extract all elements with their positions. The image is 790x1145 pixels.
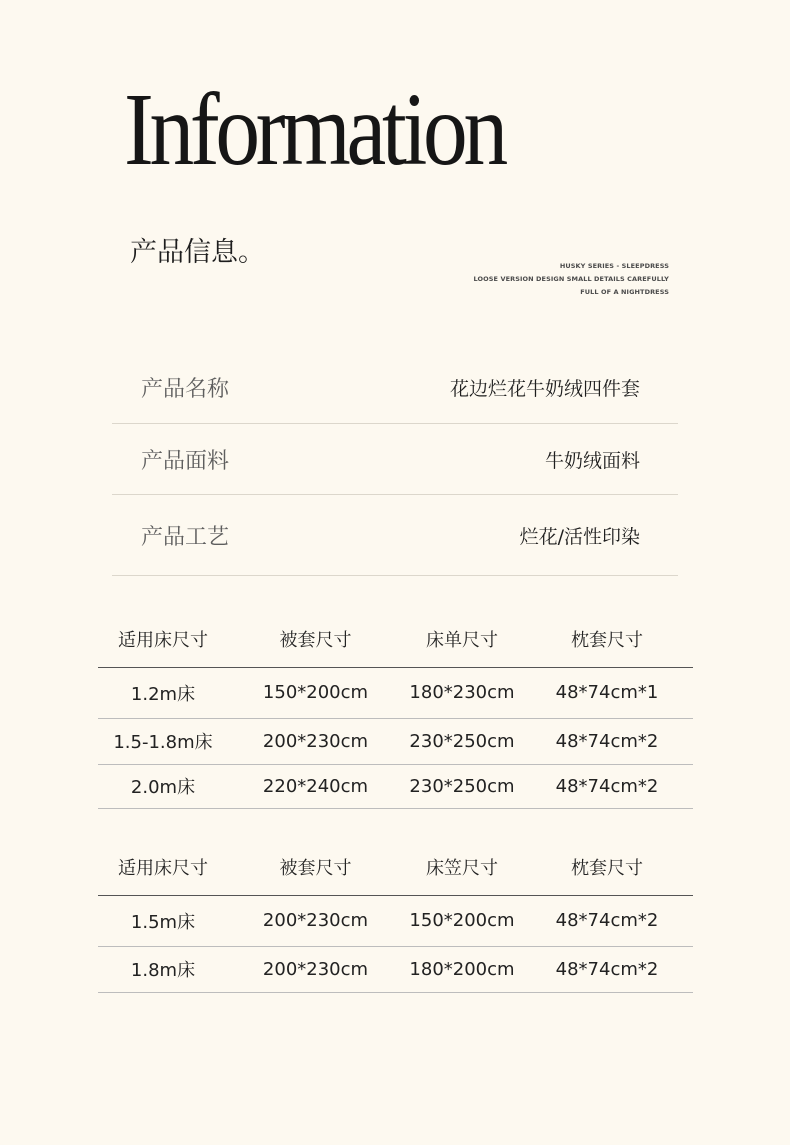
- header-pillowcase-size: 枕套尺寸: [521, 840, 693, 895]
- header-bed-size: 适用床尺寸: [98, 612, 228, 667]
- page-title: Information: [124, 72, 504, 187]
- tagline: [474, 260, 670, 299]
- tagline-line: LOOSE VERSION DESIGN SMALL DETAILS CAREFULLY: [473, 275, 669, 283]
- info-value: 烂花/活性印染: [519, 525, 640, 548]
- table-cell: 200*230cm: [228, 895, 403, 946]
- info-value: 花边烂花牛奶绒四件套: [449, 378, 640, 400]
- table-cell: 48*74cm*2: [521, 764, 693, 808]
- header-duvet-size: 被套尺寸: [228, 840, 403, 895]
- table-cell: 150*200cm: [228, 667, 403, 718]
- table-cell: 230*250cm: [403, 764, 521, 808]
- size-table-fitted: [98, 840, 693, 993]
- table-header-row: [98, 612, 693, 667]
- info-label: 产品名称: [141, 377, 230, 402]
- table-cell: 48*74cm*2: [521, 895, 693, 946]
- info-row-name: [112, 352, 678, 424]
- table-row: [98, 946, 693, 992]
- table-cell: 1.5m床: [98, 895, 228, 946]
- table-cell: 200*230cm: [228, 946, 403, 992]
- info-label: 产品面料: [141, 448, 230, 474]
- table-cell: 1.8m床: [98, 946, 228, 992]
- table-cell: 200*230cm: [228, 718, 403, 764]
- table-row: [98, 764, 693, 808]
- table-row: [98, 667, 693, 718]
- page-subtitle: 产品信息。: [130, 237, 265, 268]
- table-cell: 180*230cm: [403, 667, 521, 718]
- table-row: [98, 895, 693, 946]
- table-header-row: [98, 840, 693, 895]
- header-fitted-sheet-size: 床笠尺寸: [403, 840, 521, 895]
- info-row-craft: [112, 495, 678, 576]
- table-cell: 220*240cm: [228, 764, 403, 808]
- table-cell: 230*250cm: [403, 718, 521, 764]
- header-duvet-size: 被套尺寸: [228, 612, 403, 667]
- info-label: 产品工艺: [141, 524, 230, 550]
- table-cell: 1.5-1.8m床: [98, 718, 228, 764]
- tagline-line: FULL OF A NIGHTDRESS: [580, 288, 669, 296]
- header-pillowcase-size: 枕套尺寸: [521, 612, 693, 667]
- table-cell: 150*200cm: [403, 895, 521, 946]
- info-value: 牛奶绒面料: [544, 449, 640, 472]
- table-cell: 1.2m床: [98, 667, 228, 718]
- info-row-fabric: [112, 424, 678, 495]
- product-info-list: [112, 352, 678, 576]
- table-cell: 48*74cm*2: [521, 946, 693, 992]
- tagline-line: HUSKY SERIES - SLEEPDRESS: [559, 262, 669, 270]
- table-cell: 48*74cm*2: [521, 718, 693, 764]
- header-sheet-size: 床单尺寸: [403, 612, 521, 667]
- table-row: [98, 718, 693, 764]
- table-cell: 2.0m床: [98, 764, 228, 808]
- size-table-sheet: [98, 612, 693, 809]
- header-bed-size: 适用床尺寸: [98, 840, 228, 895]
- table-cell: 48*74cm*1: [521, 667, 693, 718]
- table-cell: 180*200cm: [403, 946, 521, 992]
